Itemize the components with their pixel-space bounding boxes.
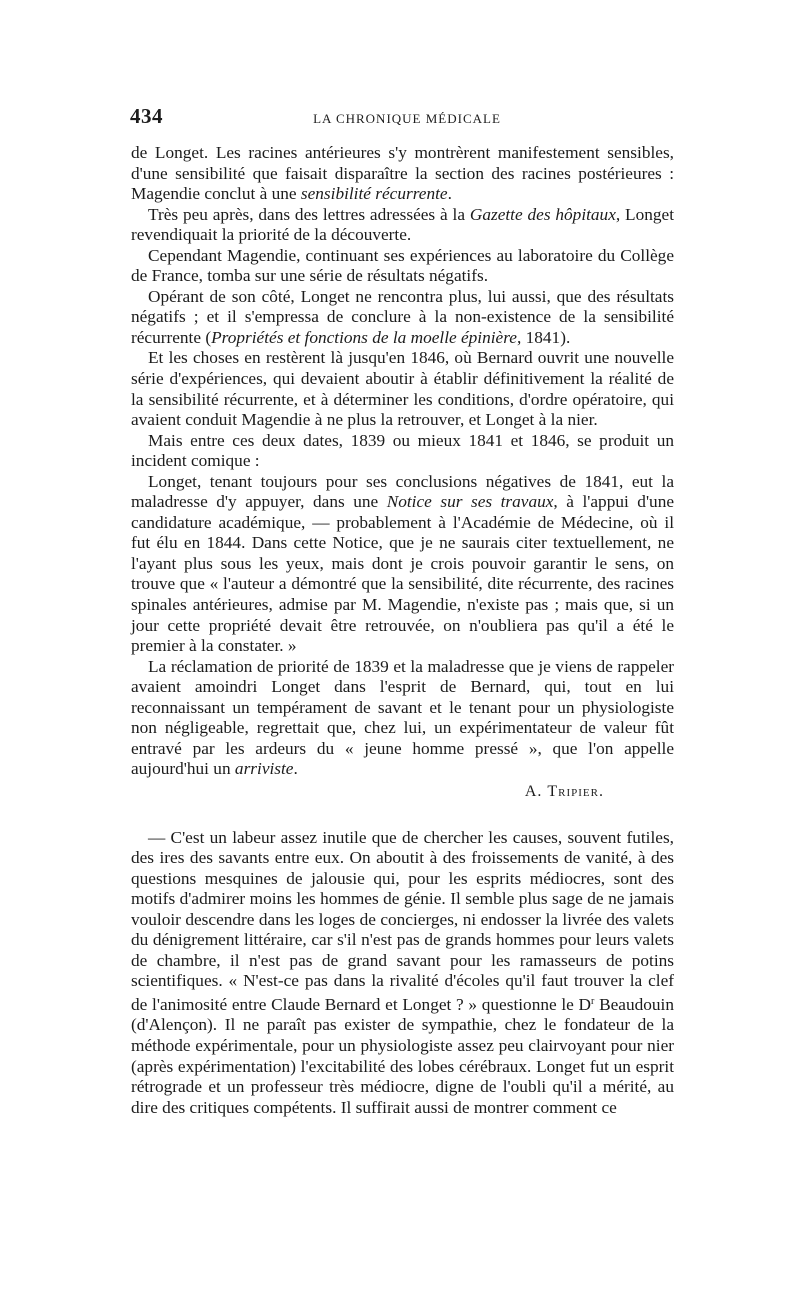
paragraph-9-text: — C'est un labeur assez inutile que de chercher les causes, souvent futiles, des ires des savants entre eux. On aboutit à des froissements de vanité, à des questions mesquines de jalousie qui, pour les esprits médiocres, sont des motifs d'admirer moins les hommes de génie. Il semble plus sage de ne jamais vouloir descendre dans les loges de concierges, ni endosser la livrée des valets du dénigrement littéraire, car s'il n'est pas de grands hommes pour leurs valets de chambre, il n'est pas de grand savant pour les ramasseurs de potins scientifiques. « N'est-ce pas dans la rivalité d'écoles qu'il faut trouver la clef de l'animosité entre Claude Bernard et Longet ? » questionne le D <box>131 827 674 1014</box>
paragraph-8 <box>131 657 674 780</box>
body-text <box>131 143 674 1118</box>
page-number: 434 <box>130 104 163 128</box>
paragraph-4-italic: Propriétés et fonctions de la moelle épinière <box>211 327 517 347</box>
paragraph-7-italic: Notice sur ses travaux <box>386 492 554 512</box>
paragraph-7-text: Longet, tenant toujours pour ses conclusions négatives de 1841, eut la maladresse d'y appuyer, dans une <box>131 471 674 512</box>
signature <box>131 782 604 803</box>
paragraph-2-text: Très peu après, dans des lettres adressées à la <box>148 204 470 224</box>
page-header <box>130 104 674 132</box>
paragraph-5: Et les choses en restèrent là jusqu'en 1846, où Bernard ouvrit une nouvelle série d'expériences, qui devaient aboutir à établir définitivement la réalité de la sensibilité récurrente, et à déterminer les conditions, d'ordre opératoire, qui avaient conduit Magendie à ne plus la retrouver, et Longet à la nier. <box>131 348 674 430</box>
section-gap <box>131 803 674 828</box>
paragraph-9-superscript: r <box>591 995 595 1007</box>
signature-surname: Tripier. <box>547 782 604 800</box>
paragraph-9-text-end: Beaudouin (d'Alençon). Il ne paraît pas exister de sympathie, chez le fondateur de la méthode expérimentale, pour un physiologiste assez peu clairvoyant pour nier (après expérimentation) l'excitabilité des lobes cérébraux. Longet fut un esprit rétrograde et un professeur très médiocre, digne de l'oubli qu'il a mérité, au dire des critiques compétents. Il suffirait aussi de montrer comment ce <box>131 994 674 1117</box>
paragraph-4-end: , 1841). <box>516 327 571 347</box>
paragraph-1 <box>131 143 674 205</box>
paragraph-7-end: , à l'appui d'une candidature académique, — probablement à l'Académie de Médecine, où il fut élu en 1844. Dans cette Notice, que je ne saurais citer textuellement, ne l'ayant plus sous les yeux, mais dont je crois pouvoir garantir le sens, on trouve que « l'auteur a démontré que la sensibilité, dite récurrente, des racines spinales antérieures, admise par M. Magendie, n'existe pas ; mais que, si un jour cette propriété devait être retrouvée, on n'oubliera pas qu'il a été le premier à la constater. » <box>131 492 675 656</box>
signature-initial: A. <box>524 782 543 800</box>
paragraph-1-end: . <box>447 184 452 204</box>
paragraph-2 <box>131 205 674 246</box>
paragraph-2-italic: Gazette des hôpitaux <box>469 204 616 224</box>
paragraph-4-text: Opérant de son côté, Longet ne rencontra plus, lui aussi, que des résultats négatifs ; et il s'empressa de conclure à la non-existence de la sensibilité récurrente ( <box>131 286 674 347</box>
paragraph-8-text: La réclamation de priorité de 1839 et la maladresse que je viens de rappeler avaient amoindri Longet dans l'esprit de Bernard, qui, tout en lui reconnaissant un tempérament de savant et le tenant pour un physiologiste non négligeable, regrettait que, chez lui, un expérimentateur de valeur fût entravé par les ardeurs du « jeune homme pressé », que l'on appelle aujourd'hui un <box>131 656 674 779</box>
paragraph-1-italic: sensibilité récurrente <box>300 184 448 204</box>
running-title: LA CHRONIQUE MÉDICALE <box>313 111 501 126</box>
paragraph-2-end: , Longet revendiquait la priorité de la découverte. <box>131 204 674 245</box>
paragraph-6: Mais entre ces deux dates, 1839 ou mieux 1841 et 1846, se produit un incident comique : <box>131 430 674 471</box>
paragraph-8-end: . <box>293 759 298 779</box>
paragraph-1-text: de Longet. Les racines antérieures s'y montrèrent manifestement sensibles, d'une sensibilité que faisait disparaître la section des racines postérieures : Magendie conclut à une <box>131 143 674 204</box>
paragraph-9 <box>131 828 674 1119</box>
paragraph-8-italic: arriviste <box>234 759 294 779</box>
paragraph-4 <box>131 287 674 349</box>
paragraph-7 <box>131 472 674 657</box>
paragraph-3: Cependant Magendie, continuant ses expériences au laboratoire du Collège de France, tomba sur une série de résultats négatifs. <box>131 245 674 286</box>
